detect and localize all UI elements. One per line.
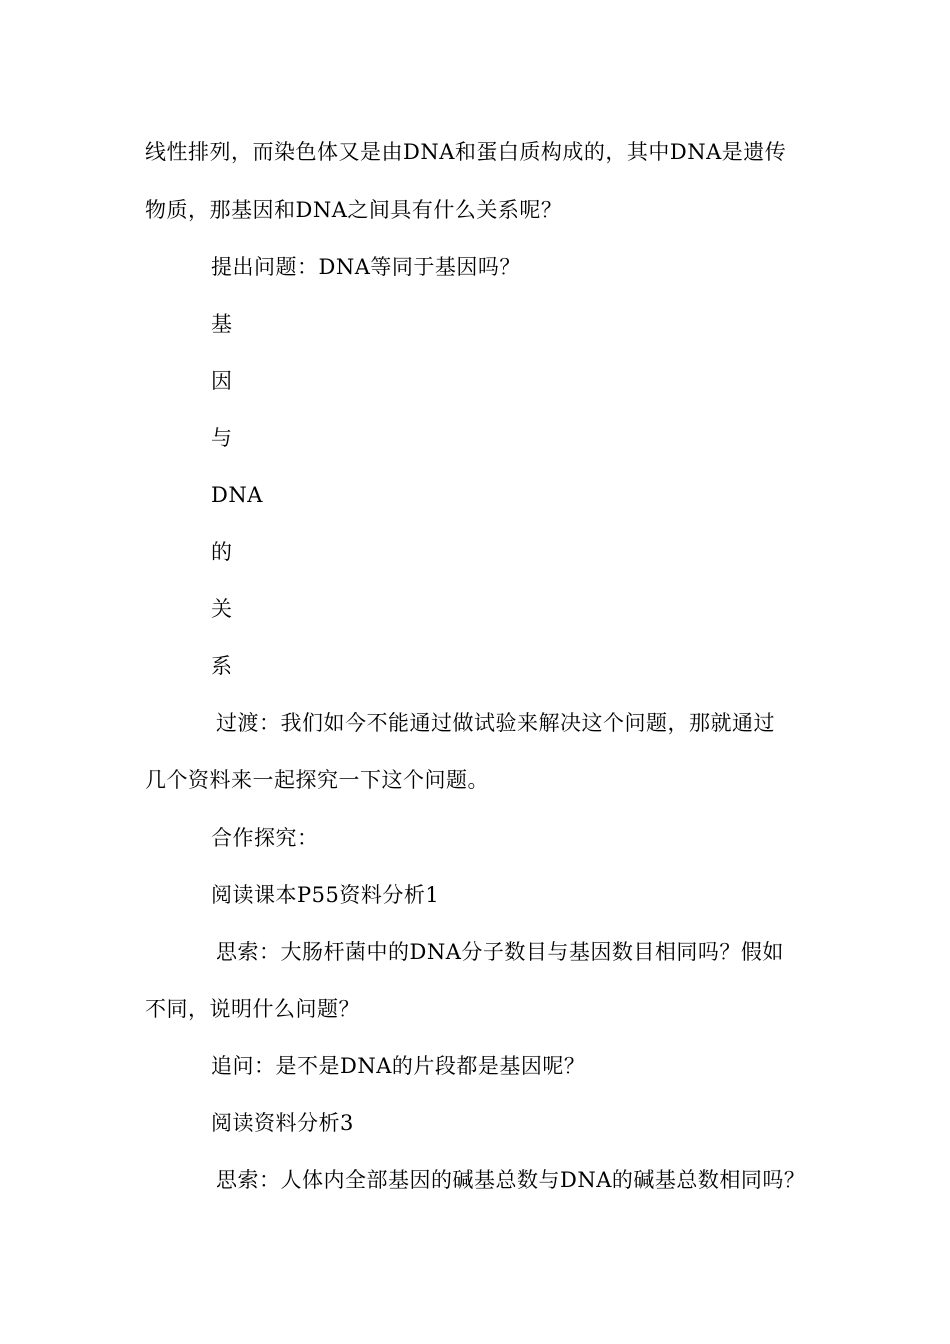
vertical-title-char: 与 <box>211 426 233 450</box>
vertical-title-char: 因 <box>211 369 233 393</box>
vertical-title-char: 系 <box>211 654 233 678</box>
paragraph-line-1: 线性排列，而染色体又是由DNA和蛋白质构成的，其中DNA是遗传 <box>145 140 787 164</box>
reading-instruction-2: 阅读资料分析3 <box>211 1111 354 1135</box>
think-line-2: 不同，说明什么问题？ <box>145 997 360 1021</box>
think-line-1: 思索：大肠杆菌中的DNA分子数目与基因数目相同吗？假如 <box>216 940 784 964</box>
section-heading: 合作探究： <box>211 826 319 850</box>
think-line-3: 思索：人体内全部基因的碱基总数与DNA的碱基总数相同吗？ <box>216 1168 806 1192</box>
vertical-title-char: 基 <box>211 312 233 336</box>
vertical-title-char: 的 <box>211 540 233 564</box>
paragraph-line-2: 物质，那基因和DNA之间具有什么关系呢？ <box>145 198 563 222</box>
vertical-title-char: 关 <box>211 597 233 621</box>
question-line: 提出问题：DNA等同于基因吗？ <box>211 255 521 279</box>
transition-line-2: 几个资料来一起探究一下这个问题。 <box>145 768 489 792</box>
transition-line-1: 过渡：我们如今不能通过做试验来解决这个问题，那就通过 <box>216 711 775 735</box>
vertical-title-char: DNA <box>211 483 263 507</box>
follow-up-question: 追问：是不是DNA的片段都是基因呢？ <box>211 1054 586 1078</box>
reading-instruction-1: 阅读课本P55资料分析1 <box>211 883 440 907</box>
